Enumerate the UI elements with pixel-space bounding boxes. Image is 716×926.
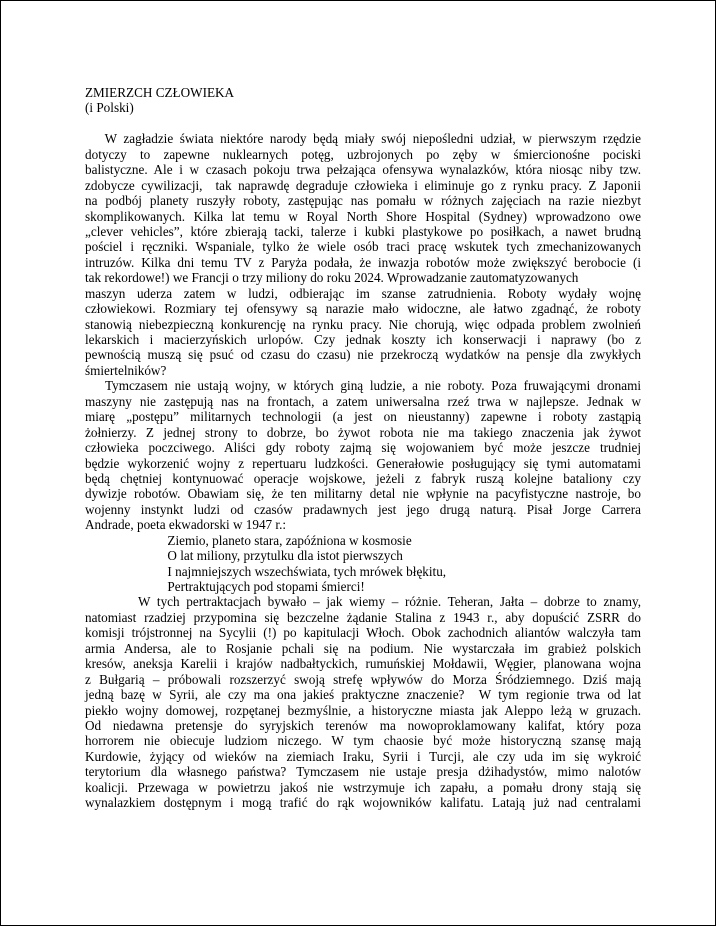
text-line: będą chętniej kontynuować operacje wojskowe, jeżeli z fabryk ruszą kolejne bataliony czy: [85, 470, 641, 486]
text-line: Od niedawna pretensje do syryjskich terenów ma nowoproklamowany kalifat, który poza: [85, 717, 641, 733]
text-line: Tymczasem nie ustają wojny, w których giną ludzie, a nie roboty. Poza fruwającymi dronami: [85, 378, 641, 394]
text-line: komisji trójstronnej na Sycylii (!) po kapitulacji Włoch. Obok zachodnich aliantów walczyła tam: [85, 625, 641, 641]
text-line: horrorem nie obiecuje ludziom niczego. W tym chaosie być może historyczną szansę mają: [85, 733, 641, 749]
text-line: lekarskich i macierzyńskich urlopów. Czy jednak koszty ich konserwacji i naprawy (bo z: [85, 332, 641, 347]
text-line: dywizje robotów. Obawiam się, że ten militarny detal nie wpłynie na pacyfistyczne nastroje, bo: [85, 486, 641, 502]
text-line: Pertraktujących pod stopami śmierci!: [85, 579, 365, 594]
text-line: I najmniejszych wszechświata, tych mrówek błękitu,: [85, 563, 447, 579]
text-line: maszyny nie zastępują nas na frontach, a zatem uniwersalna rzeź trwa w najlepsze. Jednak w: [85, 393, 641, 409]
text-line: piekło wojny domowej, rozpętanej bezmyślnie, a historyczne miasta jak Aleppo leżą w gruzach.: [85, 702, 641, 718]
text-lines: [85, 131, 641, 810]
text-line: Andrade, poeta ekwadorski w 1947 r.:: [85, 517, 287, 533]
text-line: balistyczne. Ale i w czasach pokoju trwa pełzająca ofensywa wynalazków, która niosąc niby tzw.: [85, 162, 641, 178]
text-line: intruzów. Kilka dni temu TV z Paryża podała, że inwazja robotów może zwiększyć berobocie (i: [85, 254, 641, 270]
text-line: będzie wykorzenić wojny z repertuaru ludzkości. Generałowie posługujący się tymi automatami: [85, 455, 641, 471]
document-body: [85, 85, 641, 811]
text-line: stanowią niebezpieczną konkurencję na rynku pracy. Nie chorują, więc odpada problem zwolnień: [85, 316, 641, 332]
text-line: człowieka poczciwego. Aliści gdy roboty zajmą się wojowaniem być może jeszcze trudniej: [85, 440, 641, 456]
text-line: koalicji. Przewaga w powietrzu jakoś nie wstrzymuje ich zapału, a pomału drony stają się: [85, 779, 641, 795]
text-line: pewnością muszą się psuć od czasu do czasu) nie przekroczą wydatków na pensje dla zwykłych: [85, 347, 641, 363]
document-title: ZMIERZCH CZŁOWIEKA: [85, 85, 235, 100]
document-subtitle: (i Polski): [85, 100, 134, 116]
text-line: człowiekowi. Rozmiary tej ofensywy są narazie mało widoczne, ale łatwo zgadnąć, że roboty: [85, 301, 641, 317]
text-line: z Bułgarią – próbowali rozszerzyć swoją strefę wpływów do Morza Śródziemnego. Dziś mają: [85, 671, 641, 687]
text-line: O lat miliony, przytulku dla istot pierwszych: [85, 548, 403, 564]
spacer: [85, 116, 641, 131]
text-line: żołnierzy. Z jednej strony to dobrze, bo żywot robota nie ma takiego znaczenia jak żywot: [85, 424, 641, 440]
text-line: terytorium dla własnego państwa? Tymczasem nie ustaje presja dżihadystów, mimo nalotów: [85, 764, 641, 780]
text-line: armia Andersa, ale to Rosjanie pchali się na podium. Nie wystarczała im grabież polskich: [85, 640, 641, 656]
text-line: śmiertelników?: [85, 362, 167, 378]
text-line: „clever vehicles”, które zbierają tacki, talerze i kubki plastykowe po posiłkach, a nawet brudną: [85, 223, 641, 239]
text-line: skomplikowanych. Kilka lat temu w Royal North Shore Hospital (Sydney) wprowadzono owe: [85, 208, 641, 224]
text-line: Ziemio, planeto stara, zapóźniona w kosmosie: [85, 532, 412, 548]
text-line: W zagładzie świata niektóre narody będą miały swój niepośledni udział, w pierwszym rzędzie: [85, 131, 641, 147]
text-line: wynalazkiem dostępnym i mogą trafić do rąk wojowników kalifatu. Latają już nad centralami: [85, 795, 641, 811]
text-line: jedną bazę w Syrii, ale czy ma ona jakieś praktyczne znaczenie? W tym regionie trwa od lat: [85, 687, 641, 703]
text-line: na podbój planety ruszyły roboty, zastępując nas pomału w różnych zajęciach na razie niezbyt: [85, 193, 641, 209]
text-line: W tych pertraktacjach bywało – jak wiemy – różnie. Teheran, Jałta – dobrze to znamy,: [85, 594, 641, 610]
text-line: natomiast rzadziej przypomina się bezczelne żądanie Stalina z 1943 r., aby dopuścić ZSRR do: [85, 609, 641, 625]
text-line: kresów, aneksja Karelii i krajów nadbałtyckich, rumuńskiej Mołdawii, Węgier, planowana wojna: [85, 656, 641, 672]
text-line: pościel i ręczniki. Wspaniale, tylko że wiele osób traci pracę wskutek tych zmechanizowanych: [85, 239, 641, 255]
text-line: zdobycze cywilizacji, tak naprawdę degraduje człowieka i eliminuje go z rynku pracy. Z Japonii: [85, 177, 641, 193]
text-line: dotyczy to zapewne nuklearnych potęg, uzbrojonych po zęby w śmiercionośne pociski: [85, 146, 641, 162]
text-line: miarę „postępu” militarnych technologii (a jest on nieustanny) zapewne i roboty zastąpią: [85, 409, 641, 425]
text-line: Kurdowie, żyjący od wieków na ziemiach Iraku, Syrii i Turcji, ale czy uda im się wykroić: [85, 748, 641, 764]
text-line: wojenny instynkt ludzi od czasów pradawnych jest jego drugą naturą. Pisał Jorge Carrera: [85, 501, 641, 517]
text-line: maszyn uderza zatem w ludzi, odbierając im szanse zatrudnienia. Roboty wydały wojnę: [85, 285, 641, 301]
text-line: tak rekordowe!) we Francji o trzy miliony do roku 2024. Wprowadzanie zautomatyzowanych: [85, 270, 579, 286]
